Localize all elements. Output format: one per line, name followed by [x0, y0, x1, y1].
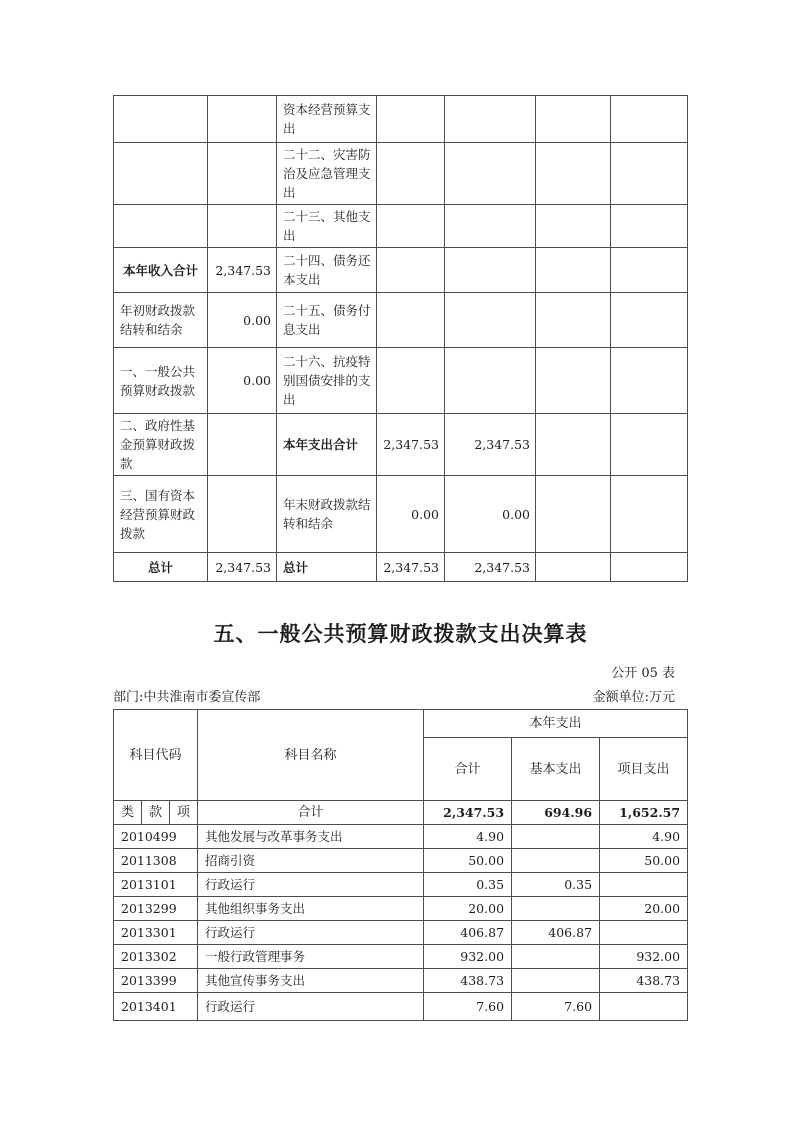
table-row — [114, 945, 688, 969]
empty-cell — [536, 96, 611, 143]
value-cell: 2,347.53 — [445, 414, 536, 476]
value-cell — [445, 143, 536, 205]
basic-cell — [512, 897, 600, 921]
code-cell: 2013299 — [114, 897, 198, 921]
total-cell: 7.60 — [424, 993, 512, 1021]
empty-cell — [536, 293, 611, 348]
basic-cell — [512, 945, 600, 969]
basic-cell — [512, 969, 600, 993]
unit-label: 金额单位:万元 — [592, 690, 675, 705]
value-cell — [445, 248, 536, 293]
row-label-cell: 二十五、债务付息支出 — [277, 293, 377, 348]
value-cell — [208, 476, 277, 553]
code-cell: 2013302 — [114, 945, 198, 969]
project-cell: 4.90 — [600, 825, 688, 849]
basic-cell — [512, 849, 600, 873]
code-cell: 2011308 — [114, 849, 198, 873]
table-meta-line — [113, 686, 688, 705]
value-cell — [208, 143, 277, 205]
row-label-cell — [114, 143, 208, 205]
total-cell: 406.87 — [424, 921, 512, 945]
empty-cell — [611, 476, 688, 553]
code-cell: 2013399 — [114, 969, 198, 993]
summary-project-cell: 1,652.57 — [600, 801, 688, 825]
table-row — [114, 476, 688, 553]
empty-cell — [611, 248, 688, 293]
row-label-cell: 一、一般公共预算财政拨款 — [114, 348, 208, 414]
table-row — [114, 414, 688, 476]
row-label-cell: 年初财政拨款结转和结余 — [114, 293, 208, 348]
code-cell: 2013301 — [114, 921, 198, 945]
header-basic-expense: 基本支出 — [512, 738, 600, 801]
empty-cell — [536, 348, 611, 414]
value-cell — [445, 348, 536, 414]
department-label: 部门:中共淮南市委宣传部 — [113, 690, 261, 705]
table-row — [114, 143, 688, 205]
name-cell: 行政运行 — [198, 921, 424, 945]
project-cell — [600, 993, 688, 1021]
value-cell — [377, 348, 445, 414]
value-cell: 0.00 — [208, 293, 277, 348]
basic-cell: 406.87 — [512, 921, 600, 945]
value-cell — [377, 205, 445, 248]
table-row — [114, 348, 688, 414]
fiscal-summary-table — [113, 95, 688, 582]
basic-cell: 7.60 — [512, 993, 600, 1021]
row-label-cell: 二十三、其他支出 — [277, 205, 377, 248]
value-cell — [445, 205, 536, 248]
basic-cell — [512, 825, 600, 849]
value-cell: 2,347.53 — [208, 553, 277, 582]
value-cell: 0.00 — [208, 348, 277, 414]
header-total: 合计 — [424, 738, 512, 801]
value-cell — [208, 205, 277, 248]
header-subject-code: 科目代码 — [114, 710, 198, 801]
row-label-cell: 本年支出合计 — [277, 414, 377, 476]
total-cell: 4.90 — [424, 825, 512, 849]
total-cell: 0.35 — [424, 873, 512, 897]
name-cell: 行政运行 — [198, 993, 424, 1021]
table-row — [114, 205, 688, 248]
header-item: 项 — [170, 801, 198, 825]
total-cell: 50.00 — [424, 849, 512, 873]
table-number: 公开 05 表 — [611, 666, 675, 681]
value-cell — [377, 96, 445, 143]
code-cell: 2013401 — [114, 993, 198, 1021]
table-row — [114, 897, 688, 921]
project-cell — [600, 921, 688, 945]
summary-total-cell: 2,347.53 — [424, 801, 512, 825]
value-cell: 2,347.53 — [377, 553, 445, 582]
summary-label-cell: 合计 — [198, 801, 424, 825]
row-label-cell: 资本经营预算支出 — [277, 96, 377, 143]
value-cell — [377, 143, 445, 205]
empty-cell — [536, 205, 611, 248]
header-class: 类 — [114, 801, 142, 825]
value-cell — [377, 293, 445, 348]
empty-cell — [536, 248, 611, 293]
project-cell — [600, 873, 688, 897]
table-row — [114, 873, 688, 897]
name-cell: 一般行政管理事务 — [198, 945, 424, 969]
total-cell: 932.00 — [424, 945, 512, 969]
basic-cell: 0.35 — [512, 873, 600, 897]
row-label-cell — [114, 205, 208, 248]
value-cell: 0.00 — [377, 476, 445, 553]
value-cell — [377, 248, 445, 293]
name-cell: 其他宣传事务支出 — [198, 969, 424, 993]
section-title: 五、一般公共预算财政拨款支出决算表 — [213, 622, 588, 646]
budget-expenditure-table — [113, 709, 688, 1021]
empty-cell — [611, 143, 688, 205]
code-cell: 2013101 — [114, 873, 198, 897]
header-subject-name: 科目名称 — [198, 710, 424, 801]
summary-basic-cell: 694.96 — [512, 801, 600, 825]
empty-cell — [611, 96, 688, 143]
name-cell: 其他发展与改革事务支出 — [198, 825, 424, 849]
table-row — [114, 825, 688, 849]
empty-cell — [611, 553, 688, 582]
row-label-cell: 本年收入合计 — [114, 248, 208, 293]
table-row — [114, 553, 688, 582]
value-cell — [445, 96, 536, 143]
table-row — [114, 849, 688, 873]
row-label-cell: 二十二、灾害防治及应急管理支出 — [277, 143, 377, 205]
row-label-cell: 二十六、抗疫特别国债安排的支出 — [277, 348, 377, 414]
row-label-cell: 年末财政拨款结转和结余 — [277, 476, 377, 553]
code-cell: 2010499 — [114, 825, 198, 849]
table-row — [114, 993, 688, 1021]
header-row — [114, 710, 688, 738]
project-cell: 932.00 — [600, 945, 688, 969]
table-row — [114, 96, 688, 143]
empty-cell — [611, 293, 688, 348]
table-row — [114, 248, 688, 293]
project-cell: 50.00 — [600, 849, 688, 873]
row-label-cell: 二十四、债务还本支出 — [277, 248, 377, 293]
table-row — [114, 969, 688, 993]
empty-cell — [536, 553, 611, 582]
value-cell: 2,347.53 — [445, 553, 536, 582]
name-cell: 行政运行 — [198, 873, 424, 897]
empty-cell — [536, 476, 611, 553]
value-cell — [208, 96, 277, 143]
row-label-cell: 三、国有资本经营预算财政拨款 — [114, 476, 208, 553]
table-row — [114, 293, 688, 348]
value-cell: 2,347.53 — [377, 414, 445, 476]
total-cell: 20.00 — [424, 897, 512, 921]
name-cell: 其他组织事务支出 — [198, 897, 424, 921]
empty-cell — [536, 143, 611, 205]
empty-cell — [611, 205, 688, 248]
empty-cell — [611, 414, 688, 476]
name-cell: 招商引资 — [198, 849, 424, 873]
value-cell: 0.00 — [445, 476, 536, 553]
row-label-cell: 总计 — [114, 553, 208, 582]
project-cell: 438.73 — [600, 969, 688, 993]
empty-cell — [611, 348, 688, 414]
value-cell — [208, 414, 277, 476]
row-label-cell: 总计 — [277, 553, 377, 582]
row-label-cell: 二、政府性基金预算财政拨款 — [114, 414, 208, 476]
empty-cell — [536, 414, 611, 476]
value-cell — [445, 293, 536, 348]
header-section: 款 — [142, 801, 170, 825]
row-label-cell — [114, 96, 208, 143]
total-cell: 438.73 — [424, 969, 512, 993]
table-row — [114, 921, 688, 945]
summary-row — [114, 801, 688, 825]
project-cell: 20.00 — [600, 897, 688, 921]
header-year-expense: 本年支出 — [424, 710, 688, 738]
value-cell: 2,347.53 — [208, 248, 277, 293]
header-project-expense: 项目支出 — [600, 738, 688, 801]
